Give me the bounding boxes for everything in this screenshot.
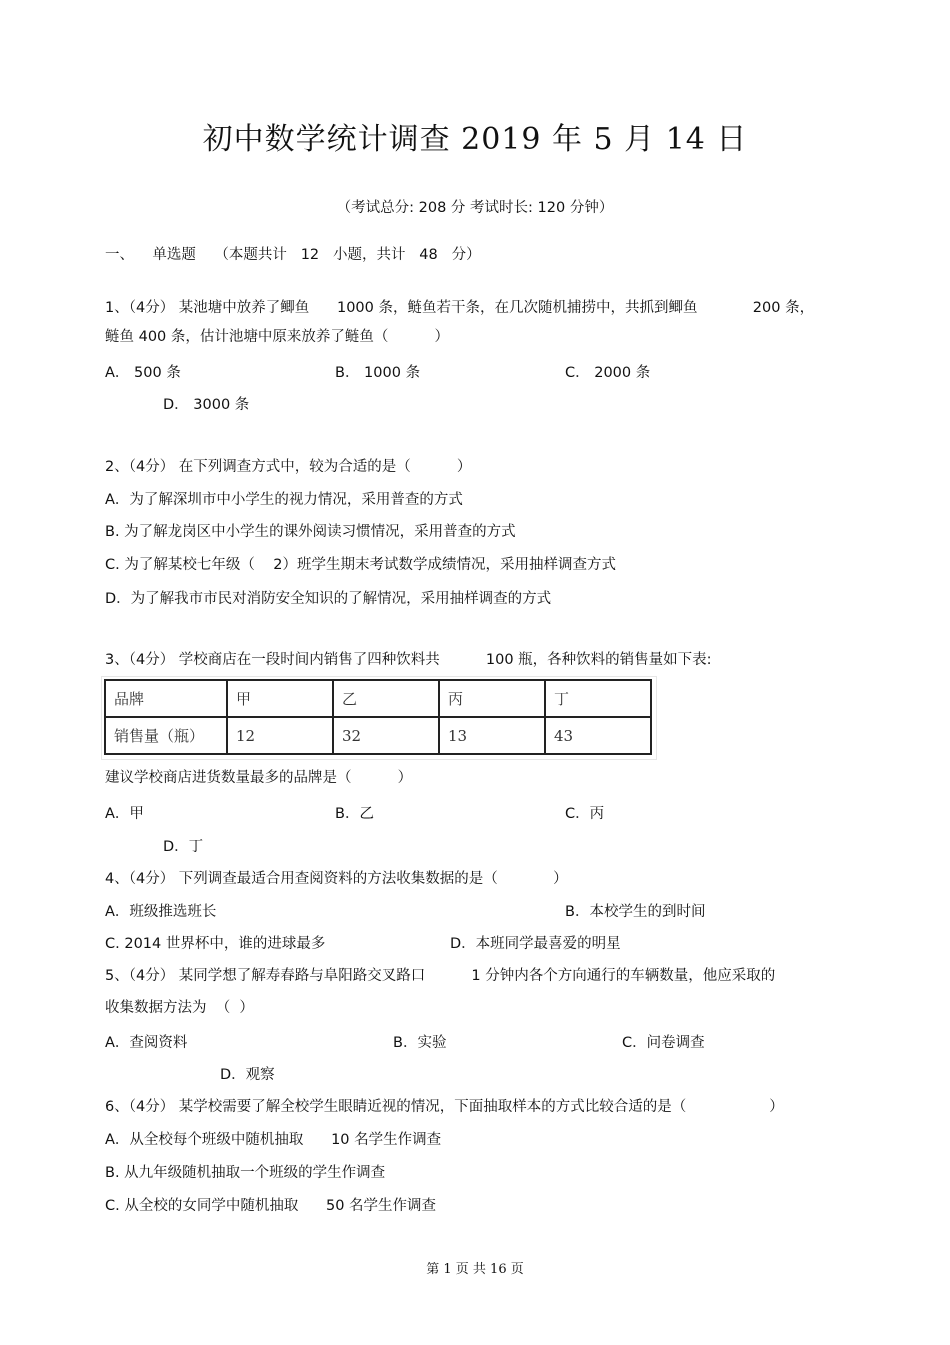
- q5-option-a: A．查阅资料: [105, 1035, 188, 1051]
- table-cell: 12: [227, 717, 333, 754]
- q4-option-a: A．班级推选班长: [105, 904, 217, 920]
- table-cell: 43: [545, 717, 651, 754]
- q2-option-a: A．为了解深圳市中小学生的视力情况，采用普查的方式: [105, 492, 463, 508]
- q1-stem-line2: 鲢鱼 400 条，估计池塘中原来放养了鲢鱼（ ）: [105, 329, 449, 345]
- table-cell: 销售量（瓶）: [105, 717, 227, 754]
- exam-title: 初中数学统计调查 2019 年 5 月 14 日: [202, 122, 748, 157]
- q5-stem-line1: 5、（4分） 某同学想了解寿春路与阜阳路交叉路口 1 分钟内各个方向通行的车辆数量，他应采取的: [105, 968, 776, 984]
- q6-option-b: B. 从九年级随机抽取一个班级的学生作调查: [105, 1165, 386, 1181]
- q3-stem: 3、（4分） 学校商店在一段时间内销售了四种饮料共 100 瓶，各种饮料的销售量如下表:: [105, 652, 712, 668]
- q1-option-c: C． 2000 条: [565, 365, 651, 381]
- table-row: [105, 717, 651, 754]
- q3-option-a: A．甲: [105, 806, 144, 822]
- q4-option-b: B．本校学生的到时间: [565, 904, 706, 920]
- q6-option-c: C. 从全校的女同学中随机抽取 50 名学生作调查: [105, 1198, 437, 1214]
- q5-option-d: D．观察: [220, 1067, 275, 1083]
- q4-stem: 4、（4分） 下列调查最适合用查阅资料的方法收集数据的是（ ）: [105, 871, 568, 887]
- table-header-cell: 品牌: [105, 680, 227, 717]
- table-cell: 13: [439, 717, 545, 754]
- q4-option-c: C. 2014 世界杯中，谁的进球最多: [105, 936, 326, 952]
- section-heading: 一、 单选题 （本题共计 12 小题，共计 48 分）: [105, 247, 481, 263]
- table-header-cell: 甲: [227, 680, 333, 717]
- q2-option-b: B. 为了解龙岗区中小学生的课外阅读习惯情况，采用普查的方式: [105, 524, 516, 540]
- q1-option-d: D． 3000 条: [163, 397, 250, 413]
- exam-subtitle: （考试总分: 208 分 考试时长: 120 分钟）: [336, 200, 614, 216]
- q3-option-b: B．乙: [335, 806, 374, 822]
- q3-option-d: D．丁: [163, 839, 204, 855]
- table-header-cell: 丁: [545, 680, 651, 717]
- q1-option-a: A． 500 条: [105, 365, 181, 381]
- page-footer: 第 1 页 共 16 页: [426, 1262, 524, 1277]
- table-cell: 32: [333, 717, 439, 754]
- q6-option-a: A．从全校每个班级中随机抽取 10 名学生作调查: [105, 1132, 442, 1148]
- q5-option-b: B．实验: [393, 1035, 447, 1051]
- table-header-cell: 丙: [439, 680, 545, 717]
- q6-stem: 6、（4分） 某学校需要了解全校学生眼睛近视的情况，下面抽取样本的方式比较合适的是（ ）: [105, 1099, 784, 1115]
- q3-question: 建议学校商店进货数量最多的品牌是（ ）: [105, 770, 413, 786]
- q1-option-b: B． 1000 条: [335, 365, 421, 381]
- q2-option-c: C. 为了解某校七年级（ 2）班学生期末考试数学成绩情况，采用抽样调查方式: [105, 557, 617, 573]
- q3-option-c: C．丙: [565, 806, 605, 822]
- q1-stem-line1: 1、（4分） 某池塘中放养了鲫鱼 1000 条，鲢鱼若干条，在几次随机捕捞中，共抓到鲫鱼 200 条，: [105, 300, 815, 316]
- q2-option-d: D．为了解我市市民对消防安全知识的了解情况，采用抽样调查的方式: [105, 591, 552, 607]
- q5-option-c: C．问卷调查: [622, 1035, 705, 1051]
- sales-table: [104, 679, 652, 755]
- q2-stem: 2、（4分） 在下列调查方式中，较为合适的是（ ）: [105, 459, 472, 475]
- table-header-row: [105, 680, 651, 717]
- q4-option-d: D．本班同学最喜爱的明星: [450, 936, 621, 952]
- q5-stem-line2: 收集数据方法为 （ ）: [105, 1000, 254, 1016]
- table-header-cell: 乙: [333, 680, 439, 717]
